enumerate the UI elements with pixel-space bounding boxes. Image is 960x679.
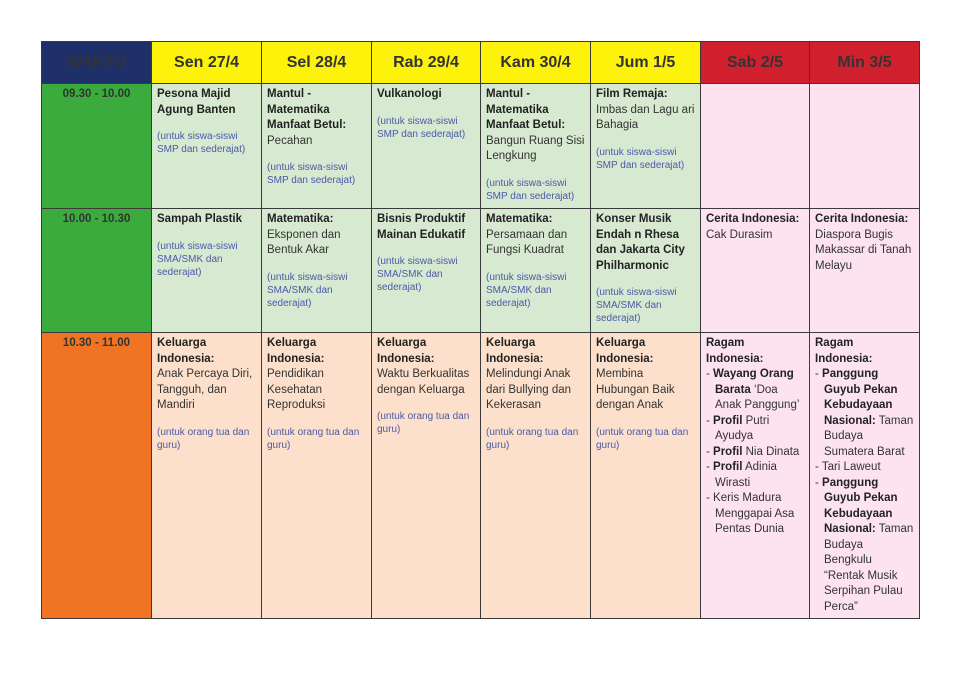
time-slot-row	[42, 333, 920, 619]
program-topic: Cak Durasim	[706, 228, 773, 241]
program-title: Cerita Indonesia:	[815, 213, 909, 225]
program-list-item-bold: Profil	[713, 414, 743, 427]
program-title: Ragam Indonesia:	[706, 337, 764, 365]
program-topic: Diaspora Bugis Makassar di Tanah Melayu	[815, 228, 912, 272]
program-title: Keluarga Indonesia:	[377, 337, 435, 365]
program-cell-sun	[810, 333, 920, 619]
program-topic: Pendidikan Kesehatan Reproduksi	[267, 368, 326, 411]
header-day-thu: Kam 30/4	[481, 42, 591, 84]
time-slot-label: 10.00 - 10.30	[42, 209, 152, 333]
audience-note: (untuk siswa-siswi SMA/SMK dan sederajat)	[596, 287, 677, 324]
program-cell-fri	[591, 209, 701, 333]
program-topic: Anak Percaya Diri, Tangguh, dan Mandiri	[157, 368, 253, 411]
header-time: WAKTU	[42, 42, 152, 84]
program-list	[706, 367, 804, 538]
program-title: Cerita Indonesia:	[706, 213, 800, 225]
header-row	[42, 42, 920, 84]
program-title: Mantul - Matematika Manfaat Betul:	[267, 88, 347, 131]
program-title: Keluarga Indonesia:	[486, 337, 544, 365]
program-title: Film Remaja:	[596, 88, 668, 100]
program-title: Konser Musik Endah n Rhesa dan Jakarta City Philharmonic	[596, 213, 685, 272]
schedule-table	[41, 41, 920, 619]
program-cell-tue	[262, 209, 372, 333]
audience-note: (untuk siswa-siswi SMA/SMK dan sederajat)	[486, 271, 567, 309]
program-list-item-text: Taman Budaya Bengkulu “Rentak Musik Serpihan Pulau Perca”	[824, 523, 914, 613]
program-cell-sat	[701, 333, 810, 619]
header-day-sat: Sab 2/5	[701, 42, 810, 84]
program-title: Ragam Indonesia:	[815, 337, 873, 365]
program-cell-mon	[152, 209, 262, 333]
program-cell-wed	[372, 84, 481, 209]
audience-note: (untuk siswa-siswi SMP dan sederajat)	[377, 115, 466, 140]
program-list-item: - Profil Putri Ayudya	[706, 414, 770, 442]
audience-note: (untuk siswa-siswi SMP dan sederajat)	[267, 162, 356, 186]
audience-note: (untuk siswa-siswi SMA/SMK dan sederajat)	[377, 256, 458, 293]
program-topic: Persamaan dan Fungsi Kuadrat	[486, 228, 568, 256]
program-cell-thu	[481, 84, 591, 209]
audience-note: (untuk siswa-siswi SMP dan sederajat)	[596, 146, 685, 171]
program-cell-sat	[701, 84, 810, 209]
time-slot-label: 10.30 - 11.00	[42, 333, 152, 619]
program-list-item-bold: Panggung Guyub Pekan Kebudayaan Nasional:	[822, 476, 898, 535]
program-list-item-bold: Wayang Orang Barata	[713, 368, 794, 396]
program-cell-mon	[152, 84, 262, 209]
program-list-item-text: Keris Madura Menggapai Asa Pentas Dunia	[713, 492, 795, 535]
audience-note: (untuk orang tua dan guru)	[267, 426, 360, 451]
program-cell-tue	[262, 333, 372, 619]
program-title: Pesona Majid Agung Banten	[157, 88, 236, 116]
program-title: Mantul - Matematika Manfaat Betul:	[486, 88, 566, 131]
program-title: Sampah Plastik	[157, 213, 243, 225]
program-topic: Waktu Berkualitas dengan Keluarga	[377, 368, 470, 396]
program-list-item-text: Nia Dinata	[742, 445, 800, 458]
audience-note: (untuk orang tua dan guru)	[377, 411, 470, 435]
program-title: Bisnis Produktif Mainan Edukatif	[377, 213, 466, 241]
time-slot-row	[42, 209, 920, 333]
header-day-tue: Sel 28/4	[262, 42, 372, 84]
program-cell-fri	[591, 84, 701, 209]
program-cell-sat	[701, 209, 810, 333]
audience-note: (untuk siswa-siswi SMP dan sederajat)	[486, 177, 575, 202]
program-list-item-bold: Profil	[713, 461, 743, 473]
audience-note: (untuk siswa-siswi SMP dan sederajat)	[157, 131, 246, 155]
program-topic: Bangun Ruang Sisi Lengkung	[486, 134, 585, 162]
header-day-wed: Rab 29/4	[372, 42, 481, 84]
program-cell-wed	[372, 333, 481, 619]
program-list-item-text: Tari Laweut	[821, 461, 881, 473]
program-cell-thu	[481, 209, 591, 333]
program-cell-sun	[810, 84, 920, 209]
header-day-fri: Jum 1/5	[591, 42, 701, 84]
program-title: Matematika:	[267, 213, 334, 225]
program-list-item: - Tari Laweut	[815, 461, 881, 473]
program-list	[815, 367, 914, 615]
schedule-body	[42, 84, 920, 619]
program-cell-fri	[591, 333, 701, 619]
audience-note: (untuk siswa-siswi SMA/SMK dan sederajat)	[267, 271, 348, 309]
header-day-sun: Min 3/5	[810, 42, 920, 84]
program-list-item-text: Taman Budaya Sumatera Barat	[824, 414, 914, 458]
program-cell-mon	[152, 333, 262, 619]
program-list-item-text: Putri Ayudya	[715, 414, 770, 442]
program-cell-thu	[481, 333, 591, 619]
audience-note: (untuk orang tua dan guru)	[486, 426, 579, 451]
audience-note: (untuk orang tua dan guru)	[596, 426, 689, 451]
program-list-item-bold: Panggung Guyub Pekan Kebudayaan Nasional:	[822, 368, 898, 427]
time-slot-row	[42, 84, 920, 209]
program-title: Vulkanologi	[377, 88, 442, 100]
program-list-item: - Panggung Guyub Pekan Kebudayaan Nasional: Taman Budaya Sumatera Barat	[815, 368, 914, 458]
program-cell-sun	[810, 209, 920, 333]
program-topic: Pecahan	[267, 134, 313, 147]
program-title: Keluarga Indonesia:	[267, 337, 325, 365]
program-list-item-text: Adinia Wirasti	[715, 461, 777, 489]
program-list-item: - Wayang Orang Barata ‘Doa Anak Panggung’	[706, 368, 800, 411]
time-slot-label: 09.30 - 10.00	[42, 84, 152, 209]
program-topic: Eksponen dan Bentuk Akar	[267, 228, 341, 256]
program-topic: Melindungi Anak dari Bullying dan Kekerasan	[486, 368, 572, 411]
program-list-item: - Panggung Guyub Pekan Kebudayaan Nasional: Taman Budaya Bengkulu “Rentak Musik Serpihan Pulau Perca”	[815, 476, 914, 613]
program-cell-tue	[262, 84, 372, 209]
program-list-item: - Profil Nia Dinata	[706, 445, 800, 458]
program-list-item-bold: Profil	[713, 445, 743, 458]
program-topic: Imbas dan Lagu ari Bahagia	[596, 103, 695, 131]
program-cell-wed	[372, 209, 481, 333]
audience-note: (untuk orang tua dan guru)	[157, 426, 250, 451]
program-title: Keluarga Indonesia:	[596, 337, 654, 365]
program-list-item: - Keris Madura Menggapai Asa Pentas Dunia	[706, 492, 795, 535]
program-list-item-text: ‘Doa Anak Panggung’	[715, 383, 800, 411]
program-title: Keluarga Indonesia:	[157, 337, 215, 365]
header-day-mon: Sen 27/4	[152, 42, 262, 84]
audience-note: (untuk siswa-siswi SMA/SMK dan sederajat)	[157, 240, 238, 278]
program-list-item: - Profil Adinia Wirasti	[706, 461, 777, 489]
program-topic: Membina Hubungan Baik dengan Anak	[596, 368, 675, 411]
program-title: Matematika:	[486, 213, 553, 225]
